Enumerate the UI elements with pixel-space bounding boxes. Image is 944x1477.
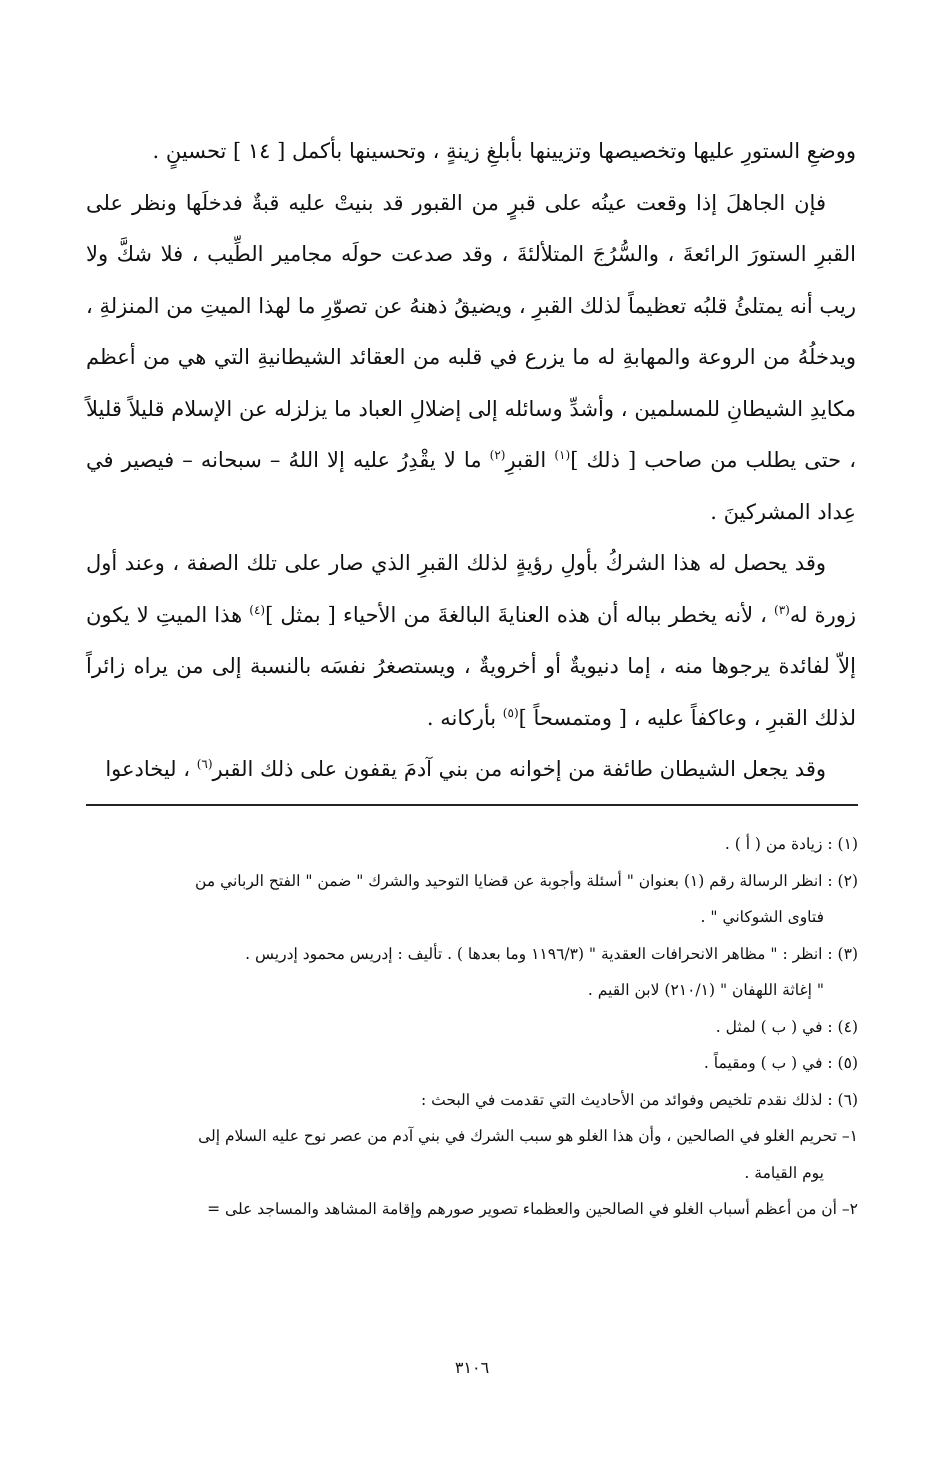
paragraph-2 xyxy=(86,178,856,539)
paragraph-3-text-b: ، لأنه يخطر بباله أن هذه العنايةَ البالغةَ من الأحياء [ بمثل ] xyxy=(265,602,775,627)
footnote-ref-2[interactable]: (٢) xyxy=(489,448,506,462)
footnote-ref-4[interactable]: (٤) xyxy=(249,602,266,617)
footnote-6-item-1-continuation: يوم القيامة . xyxy=(744,1163,824,1182)
footnote-3-continuation: " إغاثة اللهفان " (٢١٠/١) لابن القيم . xyxy=(587,981,824,999)
footnote-6-item-1: ١– تحريم الغلو في الصالحين ، وأن هذا الغلو هو سبب الشرك في بني آدم من عصر نوح عليه السلام إلى xyxy=(198,1127,858,1145)
footnote-5: (٥) : في ( ب ) ومقيماً . xyxy=(703,1054,858,1072)
footnote-2: (٢) : انظر الرسالة رقم (١) بعنوان " أسئلة وأجوبة عن قضايا التوحيد والشرك " ضمن " الفتح الرباني من xyxy=(195,871,858,890)
paragraph-4-text-b: ، ليخادعوا xyxy=(105,757,197,781)
main-text-body xyxy=(86,126,856,796)
footnotes-section xyxy=(86,826,858,1228)
paragraph-3-text-c: هذا الميتِ لا يكون إلاّ لفائدة يرجوها منه ، إما دنيويةٌ أو أخرويةٌ ، ويستصغرُ نفسَه بالنسبة إلى من يراه زائراً لذلك القبرِ ، وعاكفاً عليه ، [ ومتمسحاً ] xyxy=(86,602,856,730)
footnote-ref-6[interactable]: (٦) xyxy=(196,757,213,771)
page-number: ٣١٠٦ xyxy=(454,1358,490,1377)
paragraph-2-text-b: القبرِ xyxy=(505,448,555,472)
paragraph-3-text-a: وقد يحصل له هذا الشركُ بأولِ رؤيةٍ لذلك القبرِ الذي صار على تلك الصفة ، وعند أول زورة له xyxy=(86,551,857,627)
footnote-6: (٦) : لذلك نقدم تلخيص وفوائد من الأحاديث التي تقدمت في البحث : xyxy=(420,1090,858,1109)
paragraph-2-text-c: ما لا يقْدِرُ عليه إلا اللهُ – سبحانه – فيصير في عِداد المشركينَ . xyxy=(86,448,856,524)
footnote-3: (٣) : انظر : " مظاهر الانحرافات العقدية " (١١٩٦/٣ وما بعدها ) . تأليف : إدريس محمود إدريس . xyxy=(245,944,858,963)
footnote-4: (٤) : في ( ب ) لمثل . xyxy=(715,1017,858,1036)
paragraph-2-text-a: فإن الجاهلَ إذا وقعت عينُه على قبرٍ من القبور قد بنيتْ عليه قبةٌ فدخلَها ونظر على القبرِ الستورَ الرائعةَ ، والسُّرُجَ المتلألئةَ ، وقد صدعت حولَه مجامير الطِّيب ، فلا شكَّ ولا ريب أنه يمتلئُ قلبُه تعظيماً لذلك القبرِ ، ويضيقُ ذهنهُ عن تصوّرِ ما لهذا الميتِ من المنزلةِ ، ويدخلُهُ من الروعة والمهابةِ له ما يزرع في قلبه من العقائد الشيطانيةِ التي هي من أعظم مكايدِ الشيطانِ للمسلمين ، وأشدِّ وسائله إلى إضلالِ العباد ما يزلزله عن الإسلام قليلاً قليلاً ، حتى يطلب من صاحب [ ذلك ] xyxy=(86,190,856,472)
paragraph-3-text-d: بأركانه . xyxy=(426,705,503,730)
footnote-1: (١) : زيادة من ( أ ) . xyxy=(724,835,858,853)
paragraph-4-text-a: وقد يجعل الشيطان طائفة من إخوانه من بني آدمَ يقفون على ذلك القبر xyxy=(212,757,826,781)
footnote-ref-1[interactable]: (١) xyxy=(554,448,571,462)
paragraph-4 xyxy=(86,744,856,796)
footnote-ref-5[interactable]: (٥) xyxy=(502,705,519,720)
footnote-2-continuation: فتاوى الشوكاني " . xyxy=(700,908,824,926)
paragraph-3 xyxy=(86,538,856,744)
paragraph-1 xyxy=(86,126,856,178)
footnote-ref-3[interactable]: (٣) xyxy=(774,602,790,617)
footnote-separator-rule xyxy=(86,804,858,806)
footnote-6-item-2: ٢– أن من أعظم أسباب الغلو في الصالحين والعظماء تصوير صورهم وإقامة المشاهد والمساجد على = xyxy=(207,1200,858,1218)
paragraph-1-text: ووضعِ الستورِ عليها وتخصيصها وتزيينها بأبلغِ زينةٍ ، وتحسينها بأكمل [ ١٤ ] تحسينٍ . xyxy=(152,139,856,163)
